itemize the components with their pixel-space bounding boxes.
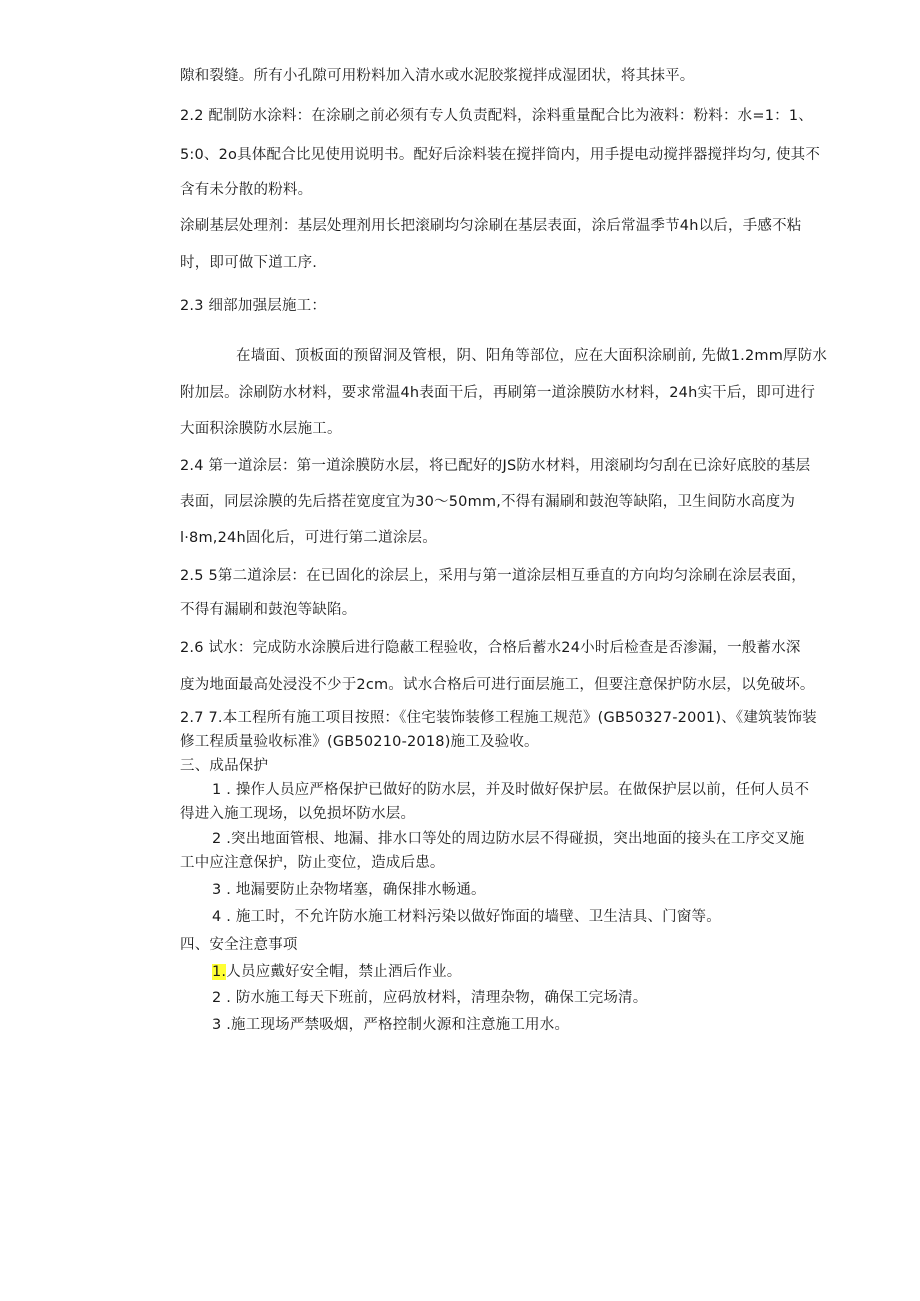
paragraph-line: 含有未分散的粉料。: [180, 182, 313, 198]
heading-finished-product-protection: 三、成品保护: [180, 758, 269, 774]
list-item-continuation: 工中应注意保护，防止变位，造成后患。: [180, 855, 445, 871]
list-item: 2 . 防水施工每天下班前，应码放材料，清理杂物，确保工完场清。: [212, 990, 648, 1006]
list-item-continuation: 得进入施工现场，以免损坏防水层。: [180, 806, 416, 822]
paragraph-line: 修工程质量验收标准》(GB50210-2018)施工及验收。: [180, 734, 539, 750]
list-item: 1 . 操作人员应严格保护已做好的防水层，并及时做好保护层。在做保护层以前，任何人员不: [212, 782, 810, 798]
paragraph-line: 不得有漏刷和鼓泡等缺陷。: [180, 602, 357, 618]
paragraph-line: 表面，同层涂膜的先后搭茬宽度宜为30～50mm,不得有漏刷和鼓泡等缺陷，卫生间防水高度为: [180, 494, 796, 510]
highlighted-list-number: 1.: [212, 964, 227, 980]
section-2-7-line: 2.7 7.本工程所有施工项目按照：《住宅装饰装修工程施工规范》(GB50327-2001)、《建筑装饰装: [180, 710, 817, 726]
paragraph-line: 附加层。涂刷防水材料，要求常温4h表面干后，再刷第一道涂膜防水材料，24h实干后，即可进行: [180, 385, 816, 401]
paragraph-line: l·8m,24h固化后，可进行第二道涂层。: [180, 530, 437, 546]
list-item: 2 .突出地面管根、地漏、排水口等处的周边防水层不得碰损，突出地面的接头在工序交叉施: [212, 831, 805, 847]
list-item-text: 人员应戴好安全帽，禁止酒后作业。: [226, 964, 462, 980]
paragraph-line: 5:0、2o具体配合比见使用说明书。配好后涂料装在搅拌筒内，用手提电动搅拌器搅拌均匀, 使其不: [180, 147, 821, 163]
paragraph-line: 涂刷基层处理剂：基层处理剂用长把滚刷均匀涂刷在基层表面，涂后常温季节4h以后，手感不粘: [180, 218, 802, 234]
paragraph-line: 在墙面、顶板面的预留洞及管根，阴、阳角等部位，应在大面积涂刷前, 先做1.2mm厚防水: [236, 348, 828, 364]
heading-safety-notes: 四、安全注意事项: [180, 937, 298, 953]
list-item: 4 . 施工时，不允许防水施工材料污染以做好饰面的墙壁、卫生洁具、门窗等。: [212, 909, 721, 925]
list-item: [212, 962, 461, 982]
paragraph-line: 度为地面最高处浸没不少于2cm。试水合格后可进行面层施工，但要注意保护防水层，以免破坏。: [180, 677, 815, 693]
section-2-6-line: 2.6 试水：完成防水涂膜后进行隐蔽工程验收，合格后蓄水24小时后检查是否渗漏，一般蓄水深: [180, 640, 801, 656]
list-item: 3 . 地漏要防止杂物堵塞，确保排水畅通。: [212, 882, 486, 898]
section-2-3-line: 2.3 细部加强层施工：: [180, 298, 327, 314]
paragraph-line: 时，即可做下道工序.: [180, 255, 318, 271]
section-2-2-line: 2.2 配制防水涂料：在涂刷之前必须有专人负责配料，涂料重量配合比为液料：粉料：水=1：1、: [180, 108, 813, 124]
paragraph-line: 大面积涂膜防水层施工。: [180, 421, 342, 437]
section-2-5-line: 2.5 5第二道涂层：在已固化的涂层上，采用与第一道涂层相互垂直的方向均匀涂刷在涂层表面，: [180, 568, 806, 584]
section-2-4-line: 2.4 第一道涂层：第一道涂膜防水层，将已配好的JS防水材料，用滚刷均匀刮在已涂好底胶的基层: [180, 458, 811, 474]
paragraph-line: 隙和裂缝。所有小孔隙可用粉料加入清水或水泥胶浆搅拌成湿团状，将其抹平。: [180, 68, 695, 84]
list-item: 3 .施工现场严禁吸烟，严格控制火源和注意施工用水。: [212, 1017, 570, 1033]
